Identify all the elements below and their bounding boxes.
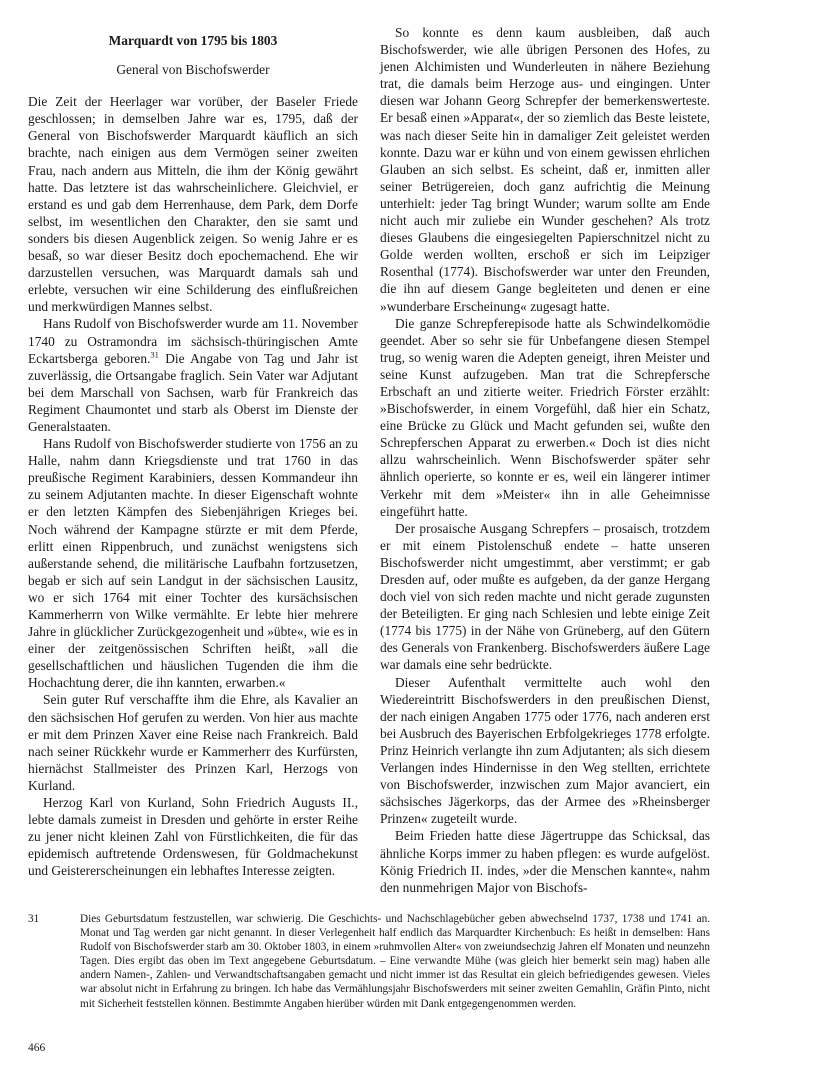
paragraph: Der prosaische Ausgang Schrepfers – prosaisch, trotzdem er mit einem Pistolenschuß endete – hatte unseren Bischofswerder nicht umgestimmt, aber verstimmt; er gab Dresden auf, oder mußte es aufgeben, da der ganze Hergang doch viel von sich reden machte und nicht gerade zugunsten der Beteiligten. Er ging nach Schlesien und lebte einige Zeit (1774 bis 1775) in der Nähe von Grüneberg, auf den Gütern des Generals von Frankenberg. Bischofswerders äußere Lage war damals eine sehr bedrückte.: [380, 520, 710, 673]
left-column: [28, 24, 358, 880]
footnote-text: Dies Geburtsdatum festzustellen, war schwierig. Die Geschichts- und Nachschlagebücher geben abwechselnd 1737, 1738 und 1741 an. Monat und Tag werden gar nicht genannt. In dieser Verlegenheit half endlich das Marquardter Kirchenbuch: Es heißt in demselben: Hans Rudolf von Bischofswerder starb am 30. Oktober 1803, in einem »ruhmvollen Alter« von zweiundsechzig Jahren elf Monaten und neunzehn Tagen. Dies ergibt das oben im Text angegebene Geburtsdatum. – Eine verwandte Mühe (was gleich hier bemerkt sein mag) haben alle andern Namen-, Zahlen- und Verwandtschaftsangaben gemacht und nicht immer ist das Resultat ein gleich befriedigendes gewesen. Vieles war absolut nicht in Erfahrung zu bringen. Ich habe das Vermählungsjahr Bischofswerders mit seiner zweiten Gemahlin, Gräfin Pinto, nicht mit Sicherheit feststellen können. Bestimmte Angaben hierüber würden mit Dank entgegengenommen werden.: [80, 913, 710, 1010]
paragraph: [28, 315, 358, 435]
paragraph: Hans Rudolf von Bischofswerder studierte von 1756 an zu Halle, nahm dann Kriegsdienste und trat 1760 in das preußische Regiment Karabiniers, dessen Kommandeur ihn zu seinem Adjutanten machte. In dieser Eigenschaft wohnte er den letzten Kämpfen des Siebenjährigen Krieges bei. Noch während der Kampagne stürzte er mit dem Pferde, erlitt einen Rippenbruch, und zunächst wenigstens sich außerstande sehend, die militärische Laufbahn fortzusetzen, begab er sich auf sein Landgut in der sächsischen Lausitz, wo er sich 1764 mit einer Tochter des kursächsischen Kammerherrn von Wilke vermählte. Er lebte hier mehrere Jahre in glücklicher Zurückgezogenheit und »übte«, wie es in einer der zeitgenössischen Schriften heißt, »all die gesellschaftlichen und häuslichen Tugenden die ihm die Hochachtung derer, die ihn kannten, erwarben.«: [28, 436, 358, 691]
paragraph: Beim Frieden hatte diese Jägertruppe das Schicksal, das ähnliche Korps immer zu haben pflegen: es wurde aufgelöst. König Friedrich II. indes, »der die Menschen kannte«, nahm den nunmehrigen Major von Bischofs-: [380, 828, 710, 895]
footnote-reference[interactable]: 31: [150, 349, 159, 360]
page-number: 466: [28, 1042, 46, 1054]
paragraph: So konnte es denn kaum ausbleiben, daß auch Bischofswerder, wie alle übrigen Personen des Hofes, zu jenen Alchimisten und Wunderleuten in nähere Beziehung trat, die damals beim Herzoge aus- und eingingen. Unter diesen war Johann Georg Schrepfer der bemerkenswerteste. Er besaß einen »Apparat«, der so ziemlich das Beste leistete, was nach dieser Seite hin in damaliger Zeit geleistet werden konnte. Dazu war er kühn und von einem gewissen ehrlichen Glauben an sich selbst. Es scheint, daß er, inmitten aller seiner Betrügereien, doch ganz aufrichtig die Meinung unterhielt: jeder Tag bringt Wunder; warum sollte am Ende nicht auch mir zuliebe ein Wunder geschehen? Als trotz dieses Glaubens die eingesiegelten Papierschnitzel nicht zu Golde werden wollten, erschoß er sich im Leipziger Rosenthal (1774). Bischofswerder war unter den Freunden, die ihn auf diesem Gange begleiteten und denen er eine »wunderbare Erscheinung« zugesagt hatte.: [380, 25, 710, 314]
paragraph: Die Zeit der Heerlager war vorüber, der Baseler Friede geschlossen; in demselben Jahre war es, 1795, daß der General von Bischofswerder Marquardt käuflich an sich brachte, nach einigen aus dem Vermögen seiner zweiten Frau, nach andern aus Mitteln, die ihm der König gewährt hatte. Das letztere ist das wahrscheinlichere. Gleichviel, er erstand es und gab dem Herrenhause, dem Park, dem Dorfe selbst, im wesentlichen den Charakter, den sie samt und sonders bis diesen Augenblick zeigen. So wenig Jahre er es besaß, so war dieser Besitz doch epochemachend. Ehe wir darzustellen versuchen, was Marquardt damals sah und erlebte, versuchen wir eine Schilderung des einflußreichen und merkwürdigen Mannes selbst.: [28, 94, 358, 315]
paragraph: Die ganze Schrepferepisode hatte als Schwindelkomödie geendet. Aber so sehr sie für Unbefangene diesen Stempel trug, so wenig waren die Adepten geneigt, ihren Meister und seine Kunst aufzugeben. Man trat die Schrepfersche Erbschaft an und zitierte weiter. Friedrich Förster erzählt: »Bischofswerder, in einem Vorgefühl, daß hier ein Schatz, eine Brücke zu Glück und Macht gefunden sei, wußte den Schrepferschen Apparat zu erwerben.« Doch ist dies nicht allzu wahrscheinlich. Wenn Bischofswerder später sehr ähnlich operierte, so konnte er es, weil ein längerer intimer Verkehr mit dem »Meister« ihn in alle Geheimnisse eingeführt hatte.: [380, 315, 710, 519]
chapter-title: Marquardt von 1795 bis 1803: [108, 33, 278, 48]
footnote: [28, 912, 710, 1011]
footnote-area: [28, 912, 710, 1011]
section-title: General von Bischofswerder: [116, 62, 270, 78]
footnote-number: 31: [28, 913, 40, 925]
paragraph: Herzog Karl von Kurland, Sohn Friedrich Augusts II., lebte damals zumeist in Dresden und gehörte in erster Reihe zu jener nicht kleinen Zahl von Fürstlichkeiten, die für das epidemisch auftretende Ordenswesen, für Goldmachekunst und Geistererscheinungen ein lebhaftes Interesse zeigten.: [28, 795, 358, 879]
paragraph: Dieser Aufenthalt vermittelte auch wohl den Wiedereintritt Bischofswerders in den preußischen Dienst, der nach einigen Angaben 1775 oder 1776, nach anderen erst bei Ausbruch des Bayerischen Erbfolgekrieges 1778 erfolgte. Prinz Heinrich verlangte ihn zum Adjutanten; als sich diesem Verlangen indes Hindernisse in den Weg stellten, errichtete von Bischofswerder, inzwischen zum Major avanciert, ein sächsisches Jägerkorps, das der Armee des »Rheinsberger Prinzen« zugeteilt wurde.: [380, 674, 710, 827]
paragraph-text: Hans Rudolf von Bischofswerder wurde am 11. November 1740 zu Ostramondra im sächsisch-thüringischen Amte Eckartsberga geboren.: [28, 316, 358, 366]
paragraph: Sein guter Ruf verschaffte ihm die Ehre, als Kavalier an den sächsischen Hof gerufen zu werden. Von hier aus machte er mit dem Prinzen Xaver eine Reise nach Frankreich. Bald nach seiner Rückkehr wurde er Kammerherr des Kurfürsten, hiernächst Stallmeister des Prinzen Karl, Herzogs von Kurland.: [28, 692, 358, 793]
right-column: [380, 24, 710, 896]
paragraph-text: Die Angabe von Tag und Jahr ist zuverlässig, die Ortsangabe fraglich. Sein Vater war Adjutant bei dem Marschall von Sachsen, warb für Frankreich das Regiment Chaumontet und starb als Oberst im Dienste der Generalstaaten.: [28, 350, 358, 434]
